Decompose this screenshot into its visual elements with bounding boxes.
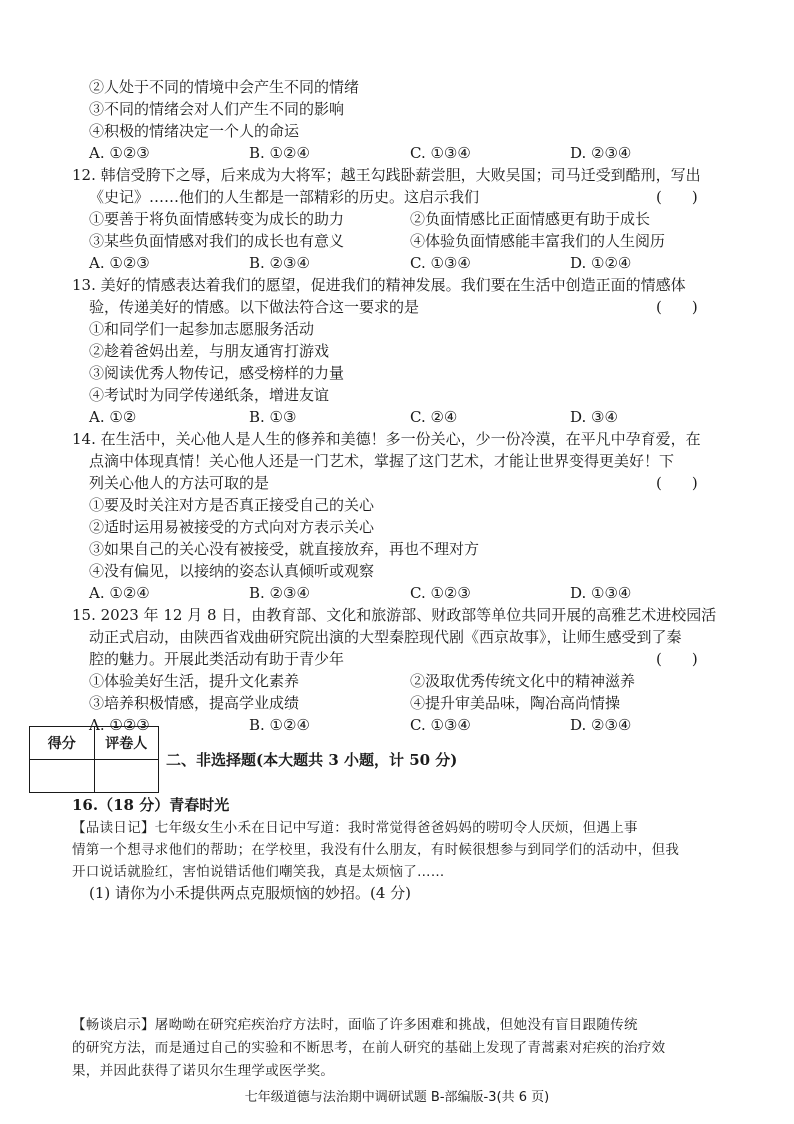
q12-option-c: C. ①③④ bbox=[410, 254, 471, 272]
q14-item-1: ①要及时关注对方是否真正接受自己的关心 bbox=[89, 496, 375, 514]
q11-option-c: C. ①③④ bbox=[410, 144, 471, 162]
q13-item-1: ①和同学们一起参加志愿服务活动 bbox=[89, 320, 315, 338]
q15-option-a: A. ①②③ bbox=[89, 716, 150, 734]
grader-cell[interactable] bbox=[94, 760, 159, 793]
q11-option-b: B. ①②④ bbox=[249, 144, 310, 162]
q16-diary-line-1: 【品读日记】七年级女生小禾在日记中写道：我时常觉得爸爸妈妈的唠叨令人厌烦，但遇上事 bbox=[72, 820, 638, 836]
q16-sub1: (1) 请你为小禾提供两点克服烦恼的妙招。(4 分) bbox=[89, 884, 412, 902]
q11-item-3: ③不同的情绪会对人们产生不同的影响 bbox=[89, 100, 345, 118]
q13-item-3: ③阅读优秀人物传记，感受榜样的力量 bbox=[89, 364, 345, 382]
q15-item-3: ③培养积极情感，提高学业成绩 bbox=[89, 694, 300, 712]
q14-stem-line-2: 点滴中体现真情！关心他人还是一门艺术，掌握了这门艺术，才能让世界变得更美好！下 bbox=[89, 452, 675, 470]
q16-inspire-line-3: 果，并因此获得了诺贝尔生理学或医学奖。 bbox=[72, 1063, 335, 1079]
q15-item-4: ④提升审美品味，陶冶高尚情操 bbox=[410, 694, 621, 712]
q16-diary-line-2: 情第一个想寻求他们的帮助；在学校里，我没有什么朋友，有时候很想参与到同学们的活动中，但我 bbox=[72, 842, 680, 858]
q15-option-c: C. ①③④ bbox=[410, 716, 471, 734]
page-footer: 七年级道德与法治期中调研试题 B-部编版-3(共 6 页) bbox=[244, 1090, 550, 1105]
q13-stem-line-2: 验，传递美好的情感。以下做法符合这一要求的是 bbox=[89, 298, 420, 316]
q12-item-2: ②负面情感比正面情感更有助于成长 bbox=[410, 210, 651, 228]
q11-option-d: D. ②③④ bbox=[570, 144, 632, 162]
score-cell[interactable] bbox=[30, 760, 95, 793]
q12-stem-line-2: 《史记》……他们的人生都是一部精彩的历史。这启示我们 bbox=[89, 188, 480, 206]
q12-item-3: ③某些负面情感对我们的成长也有意义 bbox=[89, 232, 345, 250]
q15-answer-paren: ( ) bbox=[656, 650, 698, 668]
q14-item-4: ④没有偏见，以接纳的姿态认真倾听或观察 bbox=[89, 562, 375, 580]
q14-option-d: D. ①③④ bbox=[570, 584, 632, 602]
q15-stem-line-2: 动正式启动，由陕西省戏曲研究院出演的大型秦腔现代剧《西京故事》，让师生感受到了秦 bbox=[89, 628, 682, 646]
q13-item-2: ②趁着爸妈出差，与朋友通宵打游戏 bbox=[89, 342, 330, 360]
q13-item-4: ④考试时为同学传递纸条，增进友谊 bbox=[89, 386, 330, 404]
q16-title bbox=[72, 795, 229, 815]
q14-option-b: B. ②③④ bbox=[249, 584, 310, 602]
q15-item-1: ①体验美好生活，提升文化素养 bbox=[89, 672, 300, 690]
q11-item-2: ②人处于不同的情境中会产生不同的情绪 bbox=[89, 78, 360, 96]
q13-option-c: C. ②④ bbox=[410, 408, 458, 426]
q14-option-c: C. ①②③ bbox=[410, 584, 471, 602]
q12-item-1: ①要善于将负面情感转变为成长的助力 bbox=[89, 210, 345, 228]
q15-option-d: D. ②③④ bbox=[570, 716, 632, 734]
q16-diary-line-3: 开口说话就脸红，害怕说错话他们嘲笑我，真是太烦恼了…… bbox=[72, 864, 445, 880]
score-box bbox=[29, 726, 159, 793]
section2-title: 二、非选择题(本大题共 3 小题，计 50 分) bbox=[166, 751, 458, 769]
q15-stem-line-1: 15. 2023 年 12 月 8 日，由教育部、文化和旅游部、财政部等单位共同开展的高雅艺术进校园活 bbox=[72, 606, 717, 624]
q12-option-b: B. ②③④ bbox=[249, 254, 310, 272]
q12-option-d: D. ①②④ bbox=[570, 254, 632, 272]
q14-item-2: ②适时运用易被接受的方式向对方表示关心 bbox=[89, 518, 375, 536]
q13-option-a: A. ①② bbox=[89, 408, 137, 426]
q12-stem-line-1: 12. 韩信受胯下之辱，后来成为大将军；越王勾践卧薪尝胆，大败吴国；司马迁受到酷刑，写出 bbox=[72, 166, 701, 184]
q13-stem-line-1: 13. 美好的情感表达着我们的愿望，促进我们的精神发展。我们要在生活中创造正面的情感体 bbox=[72, 276, 686, 294]
q11-item-4: ④积极的情绪决定一个人的命运 bbox=[89, 122, 300, 140]
q11-option-a: A. ①②③ bbox=[89, 144, 150, 162]
grader-header: 评卷人 bbox=[94, 727, 159, 760]
q14-answer-paren: ( ) bbox=[656, 474, 698, 492]
q15-stem-line-3: 腔的魅力。开展此类活动有助于青少年 bbox=[89, 650, 345, 668]
q12-answer-paren: ( ) bbox=[656, 188, 698, 206]
q16-inspire-line-1: 【畅谈启示】屠呦呦在研究疟疾治疗方法时，面临了许多困难和挑战，但她没有盲目跟随传统 bbox=[72, 1017, 638, 1033]
q14-item-3: ③如果自己的关心没有被接受，就直接放弃，再也不理对方 bbox=[89, 540, 480, 558]
q13-option-b: B. ①③ bbox=[249, 408, 297, 426]
q16-inspire-line-2: 的研究方法，而是通过自己的实验和不断思考，在前人研究的基础上发现了青蒿素对疟疾的治疗效 bbox=[72, 1040, 666, 1056]
q15-option-b: B. ①②④ bbox=[249, 716, 310, 734]
score-header: 得分 bbox=[30, 727, 95, 760]
q12-option-a: A. ①②③ bbox=[89, 254, 150, 272]
q13-option-d: D. ③④ bbox=[570, 408, 618, 426]
q14-stem-line-1: 14. 在生活中，关心他人是人生的修养和美德！多一份关心，少一份冷漠，在平凡中孕育爱，在 bbox=[72, 430, 701, 448]
q13-answer-paren: ( ) bbox=[656, 298, 698, 316]
q16-title-text: 16.（18 分）青春时光 bbox=[72, 796, 230, 814]
q14-stem-line-3: 列关心他人的方法可取的是 bbox=[89, 474, 270, 492]
q15-item-2: ②汲取优秀传统文化中的精神滋养 bbox=[410, 672, 636, 690]
q12-item-4: ④体验负面情感能丰富我们的人生阅历 bbox=[410, 232, 666, 250]
q14-option-a: A. ①②④ bbox=[89, 584, 150, 602]
